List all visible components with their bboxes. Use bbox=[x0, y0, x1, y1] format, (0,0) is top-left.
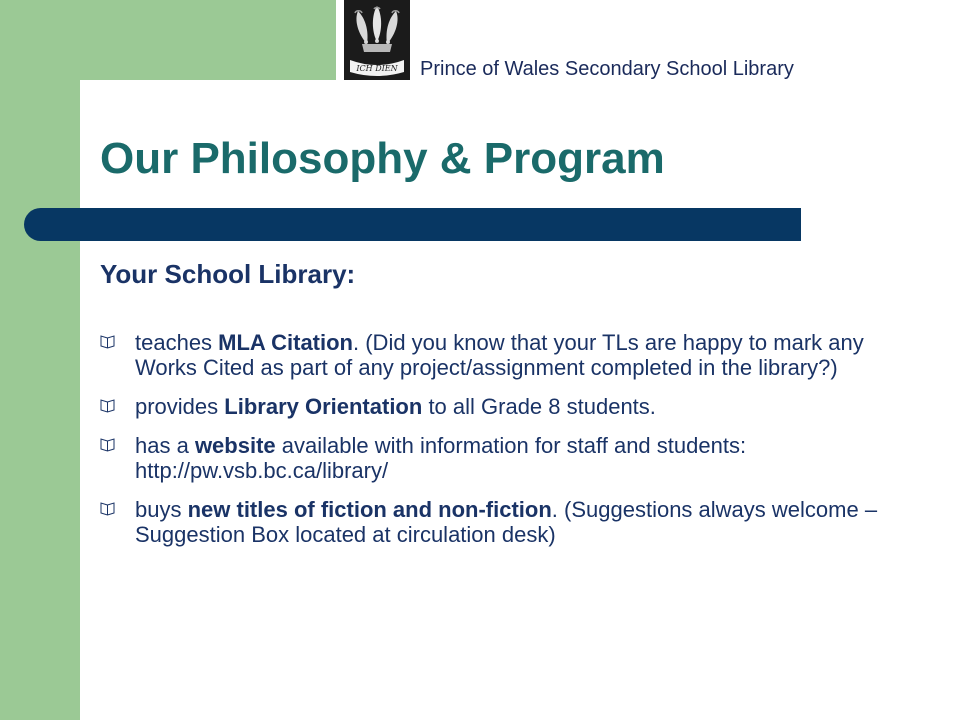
bullet-text-emphasis: Library Orientation bbox=[224, 394, 423, 419]
bullet-text-rest: to all Grade 8 students. bbox=[422, 394, 656, 419]
logo-motto: ICH DIEN bbox=[356, 64, 398, 73]
bullet-text-lead: buys bbox=[135, 497, 188, 522]
bullet-text-emphasis: new titles of fiction and non-fiction bbox=[187, 497, 552, 522]
school-crest-logo bbox=[344, 0, 410, 80]
bullet-text-emphasis: website bbox=[194, 433, 276, 458]
bullet-text-lead: teaches bbox=[135, 330, 219, 355]
title-underline-bar bbox=[24, 208, 801, 241]
open-book-icon bbox=[100, 438, 115, 452]
bullet-list bbox=[100, 330, 890, 561]
bullet-text-rest: . (Did you know that your TLs are happy to mark any Works Cited as part of any project/assignment completed in the library?) bbox=[135, 330, 864, 380]
bullet-text-rest: . (Suggestions always welcome – Suggestion Box located at circulation desk) bbox=[135, 497, 878, 547]
bullet-item bbox=[100, 330, 890, 380]
left-green-strip bbox=[0, 0, 80, 720]
open-book-icon bbox=[100, 399, 115, 413]
slide-title: Our Philosophy & Program bbox=[100, 134, 665, 183]
school-library-name: Prince of Wales Secondary School Library bbox=[420, 58, 794, 80]
bullet-text-lead: has a bbox=[135, 433, 195, 458]
open-book-icon bbox=[100, 335, 115, 349]
bullet-item bbox=[100, 433, 890, 483]
slide-subtitle: Your School Library: bbox=[100, 259, 356, 289]
bullet-text-rest: available with information for staff and students: http://pw.vsb.bc.ca/library/ bbox=[135, 433, 747, 483]
top-green-band bbox=[0, 0, 336, 80]
bullet-text-lead: provides bbox=[135, 394, 225, 419]
feathers-crest-icon bbox=[344, 0, 410, 80]
bullet-text-emphasis: MLA Citation bbox=[218, 330, 353, 355]
bullet-item bbox=[100, 497, 890, 547]
bullet-item bbox=[100, 394, 890, 419]
open-book-icon bbox=[100, 502, 115, 516]
